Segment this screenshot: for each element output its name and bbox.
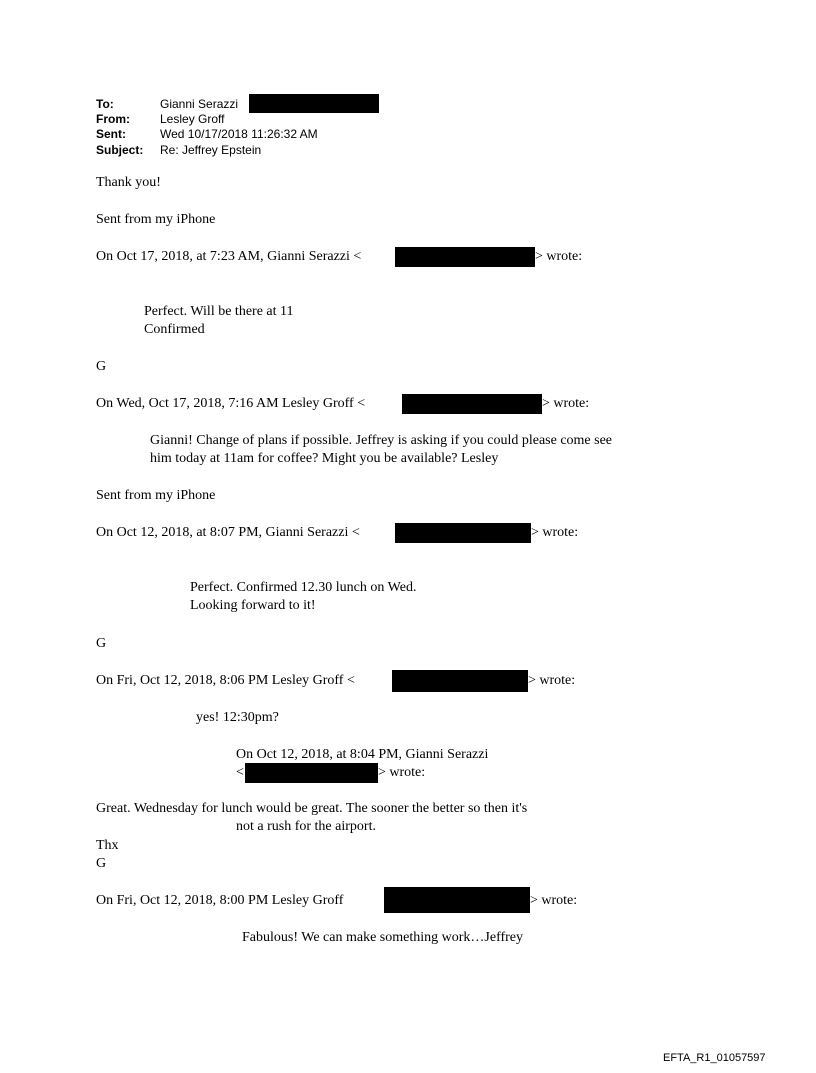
sent-label: Sent: xyxy=(96,127,126,141)
signature-line: Sent from my iPhone xyxy=(96,488,216,503)
signature-line: Sent from my iPhone xyxy=(96,212,216,227)
redaction-box xyxy=(402,394,542,414)
from-value: Lesley Groff xyxy=(160,112,225,126)
subject-label: Subject: xyxy=(96,143,144,157)
quote-intro: On Oct 12, 2018, at 8:04 PM, Gianni Serazzi xyxy=(236,747,489,762)
redaction-box xyxy=(384,887,530,913)
redaction-box xyxy=(392,670,528,692)
quoted-line: Great. Wednesday for lunch would be great. The sooner the better so then it's xyxy=(96,801,528,816)
body-line: Thank you! xyxy=(96,175,161,190)
quoted-line: Looking forward to it! xyxy=(190,598,316,613)
quote-intro-end: > wrote: xyxy=(542,396,590,411)
quoted-line: G xyxy=(96,636,107,651)
redaction-box xyxy=(395,247,535,267)
quoted-line: Thx xyxy=(96,838,119,853)
redaction-box xyxy=(395,523,531,543)
document-id: EFTA_R1_01057597 xyxy=(663,1052,766,1064)
subject-value: Re: Jeffrey Epstein xyxy=(160,143,262,157)
quoted-line: Confirmed xyxy=(144,322,205,337)
quote-intro-end: > wrote: xyxy=(531,525,579,540)
from-label: From: xyxy=(96,112,130,126)
quote-intro-end: > wrote: xyxy=(535,249,583,264)
quote-intro-end: > wrote: xyxy=(378,765,426,780)
to-value: Gianni Serazzi xyxy=(160,97,239,111)
quoted-line: not a rush for the airport. xyxy=(236,819,376,834)
quote-intro: On Fri, Oct 12, 2018, 8:06 PM Lesley Groff < xyxy=(96,673,355,688)
quoted-line: him today at 11am for coffee? Might you be available? Lesley xyxy=(150,451,499,466)
quote-intro-end: > wrote: xyxy=(530,893,578,908)
quote-intro: < xyxy=(236,765,244,780)
quote-intro: On Oct 12, 2018, at 8:07 PM, Gianni Serazzi < xyxy=(96,525,360,540)
to-label: To: xyxy=(96,97,114,111)
redaction-box xyxy=(249,94,379,113)
quoted-line: G xyxy=(96,359,107,374)
sent-value: Wed 10/17/2018 11:26:32 AM xyxy=(160,127,318,141)
quoted-line: Gianni! Change of plans if possible. Jeffrey is asking if you could please come see xyxy=(150,433,613,448)
quoted-line: Perfect. Will be there at 11 xyxy=(144,304,294,319)
quote-intro: On Wed, Oct 17, 2018, 7:16 AM Lesley Groff < xyxy=(96,396,366,411)
quote-intro: On Fri, Oct 12, 2018, 8:00 PM Lesley Groff xyxy=(96,893,344,908)
quoted-line: yes! 12:30pm? xyxy=(196,710,279,725)
quote-intro-end: > wrote: xyxy=(528,673,576,688)
quoted-line: G xyxy=(96,856,107,871)
quoted-line: Perfect. Confirmed 12.30 lunch on Wed. xyxy=(190,580,417,595)
quote-intro: On Oct 17, 2018, at 7:23 AM, Gianni Serazzi < xyxy=(96,249,362,264)
quoted-line: Fabulous! We can make something work…Jeffrey xyxy=(242,930,524,945)
redaction-box xyxy=(245,763,378,783)
